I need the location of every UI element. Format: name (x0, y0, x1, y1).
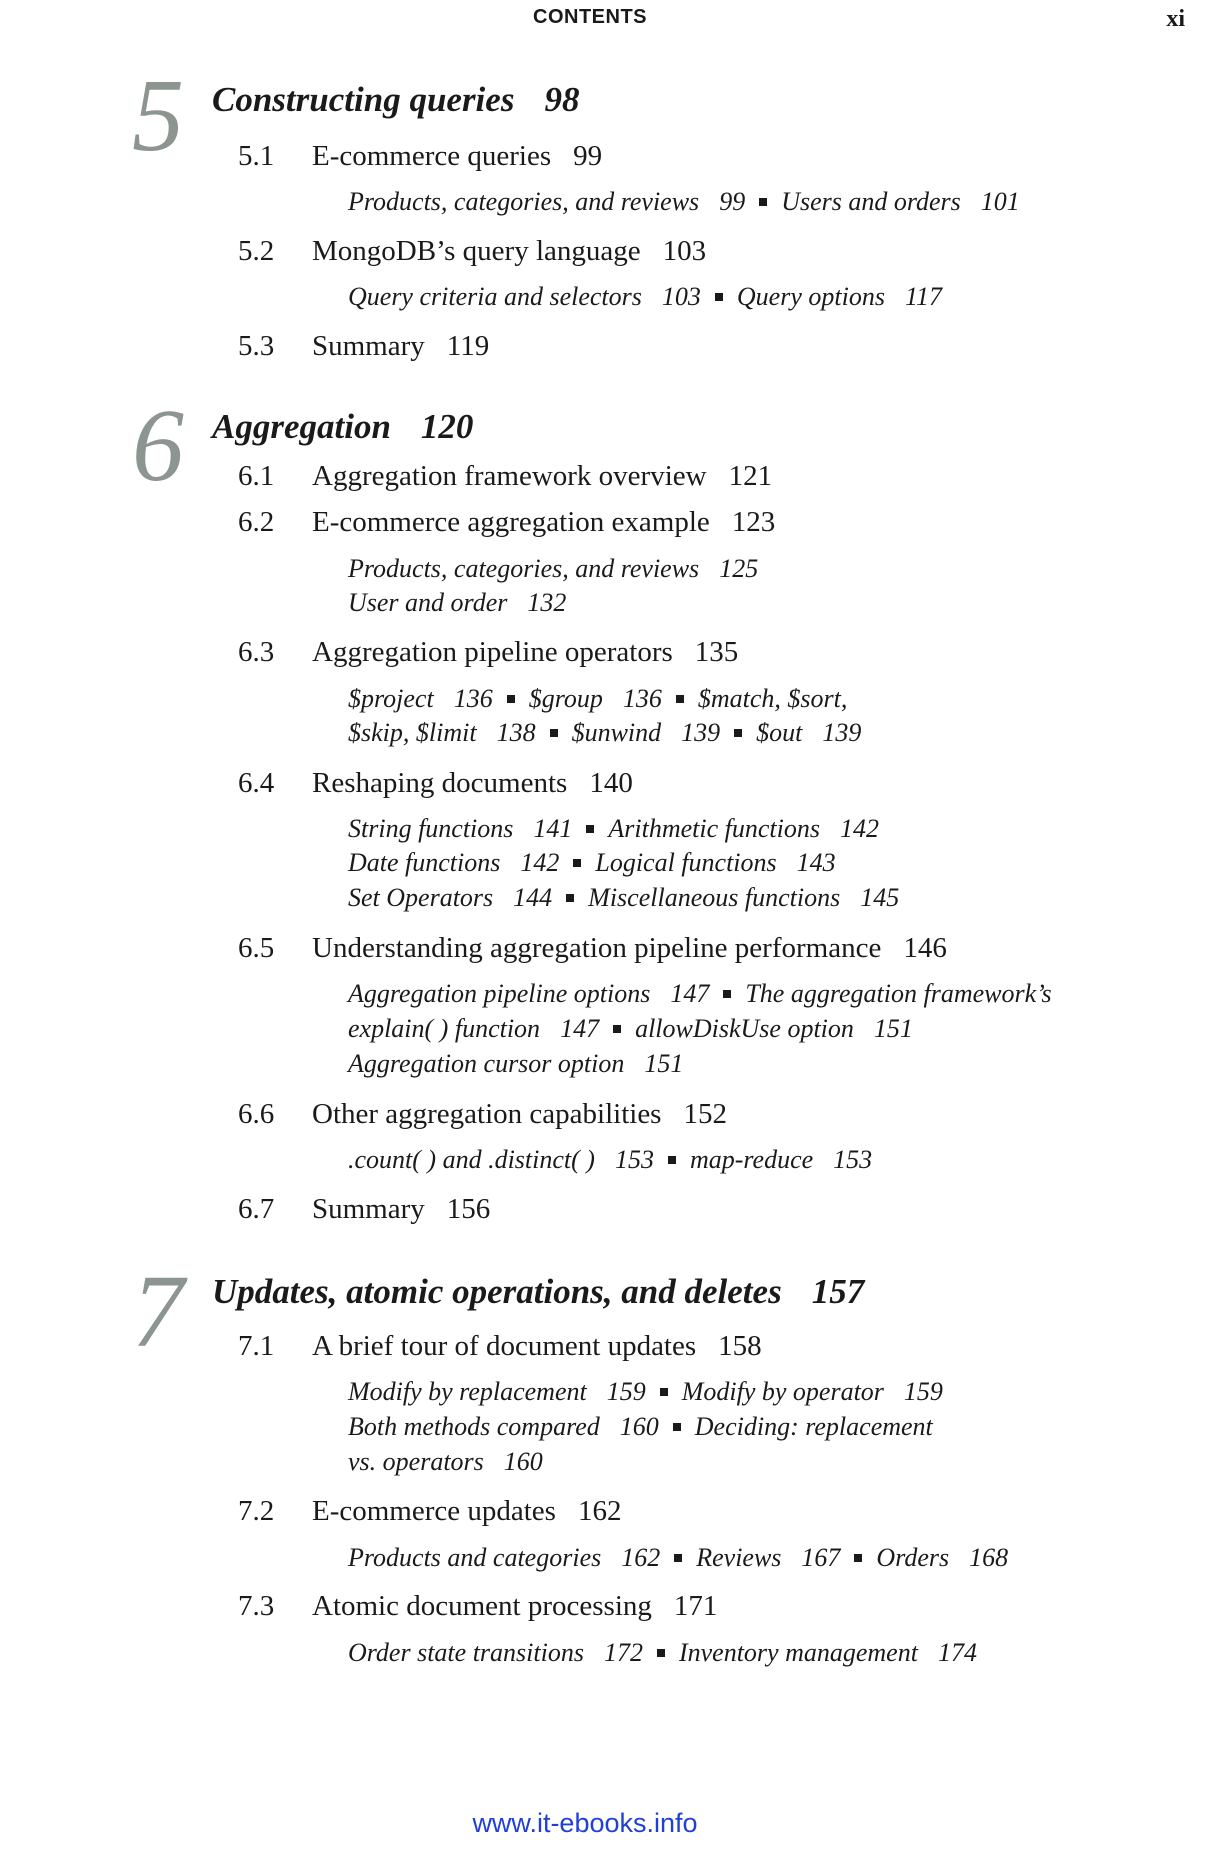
subsection-title: Inventory management (678, 1638, 918, 1667)
subsection-title: $unwind (571, 718, 662, 747)
subsection-title: Arithmetic functions (608, 814, 820, 843)
subsection-page: 160 (503, 1447, 543, 1476)
subsection-page: 153 (614, 1145, 654, 1174)
subsection-page: 142 (520, 848, 560, 877)
subsection-title: explain( ) function (348, 1014, 541, 1043)
section-page: 152 (683, 1098, 727, 1130)
bullet-separator (676, 695, 684, 703)
section-title: Summary (312, 330, 425, 362)
section-title: Aggregation framework overview (312, 460, 707, 492)
subsection-title: .count( ) and .distinct( ) (348, 1145, 595, 1174)
footer-link[interactable]: www.it-ebooks.info (472, 1808, 698, 1838)
subsection-title: vs. operators (348, 1447, 484, 1476)
toc-subsection-line (348, 979, 1052, 1009)
toc-section (238, 460, 772, 493)
chapter-title (212, 1272, 864, 1312)
subsection-title: Modify by replacement (348, 1377, 587, 1406)
toc-subsection-line (348, 588, 566, 618)
chapter-title-text: Constructing queries (212, 80, 515, 119)
section-number: 6.6 (238, 1098, 275, 1130)
subsection-page: 151 (644, 1049, 684, 1078)
subsection-title: Order state transitions (348, 1638, 584, 1667)
toc-section (238, 330, 489, 363)
toc-section (238, 1098, 727, 1131)
subsection-title: The aggregation framework’s (745, 979, 1052, 1008)
section-title: Aggregation pipeline operators (312, 636, 673, 668)
toc-subsection-line (348, 1638, 977, 1668)
section-title: E-commerce aggregation example (312, 506, 710, 538)
subsection-title: map-reduce (689, 1145, 814, 1174)
subsection-title: Miscellaneous functions (588, 883, 841, 912)
toc-section (238, 767, 633, 800)
chapter-number: 5 (132, 58, 184, 173)
bullet-separator (613, 1025, 621, 1033)
subsection-title: Products and categories (348, 1543, 602, 1572)
toc-subsection-line (348, 554, 758, 584)
bullet-separator (674, 1554, 682, 1562)
chapter-number: 6 (132, 388, 184, 503)
subsection-page: 132 (527, 588, 567, 617)
subsection-title: Date functions (348, 848, 501, 877)
section-page: 119 (446, 330, 490, 362)
subsection-title: Products, categories, and reviews (348, 187, 700, 216)
bullet-separator (715, 293, 723, 301)
subsection-page: 172 (603, 1638, 643, 1667)
toc-section (238, 1590, 717, 1623)
section-number: 7.3 (238, 1590, 275, 1622)
chapter-page: 120 (420, 407, 474, 446)
subsection-page: 162 (621, 1543, 661, 1572)
bullet-separator (586, 825, 594, 833)
section-number: 5.3 (238, 330, 275, 362)
subsection-page: 117 (904, 282, 943, 311)
subsection-title: $group (528, 684, 603, 713)
section-title: Other aggregation capabilities (312, 1098, 662, 1130)
section-page: 140 (589, 767, 633, 799)
toc-section (238, 932, 947, 965)
bullet-separator (734, 729, 742, 737)
toc-section (238, 235, 706, 268)
subsection-title: Logical functions (595, 848, 777, 877)
section-page: 156 (446, 1193, 491, 1225)
subsection-title: Users and orders (781, 187, 961, 216)
subsection-title: $match, $sort, (697, 684, 848, 713)
toc-subsection-line (348, 1014, 913, 1044)
section-number: 6.3 (238, 636, 275, 668)
subsection-page: 136 (453, 684, 493, 713)
subsection-page: 139 (822, 718, 862, 747)
toc-subsection-line (348, 684, 847, 714)
subsection-page: 101 (980, 187, 1020, 216)
toc-subsection-line (348, 1447, 543, 1477)
toc-subsection-line (348, 187, 1020, 217)
subsection-title: User and order (348, 588, 508, 617)
section-title: Summary (312, 1193, 425, 1225)
subsection-title: Query criteria and selectors (348, 282, 642, 311)
chapter-page: 157 (811, 1272, 865, 1311)
subsection-page: 125 (719, 554, 759, 583)
section-title: A brief tour of document updates (312, 1330, 697, 1362)
subsection-page: 159 (903, 1377, 943, 1406)
subsection-page: 142 (840, 814, 879, 843)
chapter-title-text: Aggregation (212, 407, 391, 446)
bullet-separator (657, 1649, 665, 1657)
section-page: 123 (731, 506, 776, 538)
section-number: 6.4 (238, 767, 275, 799)
chapter-title (212, 407, 473, 447)
section-title: E-commerce updates (312, 1495, 556, 1527)
section-number: 7.1 (238, 1330, 275, 1362)
subsection-page: 144 (513, 883, 553, 912)
bullet-separator (550, 729, 558, 737)
subsection-page: 136 (622, 684, 662, 713)
subsection-title: Products, categories, and reviews (348, 554, 700, 583)
bullet-separator (759, 198, 767, 206)
toc-subsection-line (348, 1543, 1008, 1573)
toc-subsection-line (348, 1145, 872, 1175)
subsection-page: 139 (681, 718, 721, 747)
section-title: MongoDB’s query language (312, 235, 641, 267)
bullet-separator (507, 695, 515, 703)
toc-subsection-line (348, 1049, 683, 1079)
section-page: 158 (718, 1330, 762, 1362)
section-number: 5.2 (238, 235, 275, 267)
bullet-separator (660, 1388, 668, 1396)
bullet-separator (566, 894, 574, 902)
subsection-title: Deciding: replacement (694, 1412, 933, 1441)
subsection-page: 138 (496, 718, 536, 747)
section-title: Atomic document processing (312, 1590, 652, 1622)
subsection-page: 167 (801, 1543, 841, 1572)
toc-section (238, 1330, 762, 1363)
section-number: 5.1 (238, 140, 275, 172)
page-number: xi (1166, 6, 1185, 32)
toc-section (238, 1495, 621, 1528)
subsection-title: Set Operators (348, 883, 494, 912)
section-number: 6.5 (238, 932, 275, 964)
toc-subsection-line (348, 883, 899, 913)
chapter-page: 98 (544, 80, 580, 119)
section-title: Understanding aggregation pipeline performance (312, 932, 882, 964)
section-number: 7.2 (238, 1495, 275, 1527)
chapter-title-text: Updates, atomic operations, and deletes (212, 1272, 782, 1311)
toc-subsection-line (348, 718, 861, 748)
section-page: 121 (728, 460, 773, 492)
subsection-title: $project (348, 684, 434, 713)
subsection-page: 168 (969, 1543, 1009, 1572)
subsection-title: $skip, $limit (348, 718, 477, 747)
section-page: 162 (577, 1495, 622, 1527)
section-number: 6.7 (238, 1193, 275, 1225)
toc-section (238, 1193, 490, 1226)
subsection-title: Orders (876, 1543, 950, 1572)
toc-section (238, 636, 738, 669)
subsection-page: 147 (670, 979, 710, 1008)
bullet-separator (723, 990, 731, 998)
subsection-title: Aggregation cursor option (348, 1049, 625, 1078)
subsection-page: 99 (719, 187, 746, 216)
subsection-title: Query options (736, 282, 885, 311)
bullet-separator (854, 1554, 862, 1562)
subsection-page: 145 (860, 883, 900, 912)
subsection-title: $out (756, 718, 803, 747)
subsection-page: 147 (560, 1014, 600, 1043)
chapter-title (212, 80, 579, 120)
subsection-page: 159 (606, 1377, 646, 1406)
subsection-page: 143 (796, 848, 836, 877)
subsection-title: allowDiskUse option (635, 1014, 854, 1043)
toc-subsection-line (348, 1377, 943, 1407)
section-title: E-commerce queries (312, 140, 552, 172)
running-header-title: CONTENTS (533, 6, 647, 28)
subsection-title: Aggregation pipeline options (348, 979, 651, 1008)
section-title: Reshaping documents (312, 767, 568, 799)
toc-subsection-line (348, 814, 879, 844)
subsection-page: 160 (619, 1412, 659, 1441)
subsection-page: 153 (833, 1145, 873, 1174)
subsection-page: 151 (873, 1014, 913, 1043)
toc-section (238, 140, 602, 173)
subsection-page: 141 (533, 814, 573, 843)
subsection-page: 103 (661, 282, 701, 311)
section-page: 103 (662, 235, 707, 267)
chapter-number: 7 (132, 1254, 184, 1369)
subsection-title: Reviews (696, 1543, 782, 1572)
section-number: 6.1 (238, 460, 275, 492)
subsection-title: String functions (348, 814, 514, 843)
bullet-separator (668, 1156, 676, 1164)
bullet-separator (673, 1423, 681, 1431)
section-page: 171 (673, 1590, 718, 1622)
section-page: 146 (903, 932, 947, 964)
toc-subsection-line (348, 848, 836, 878)
toc-section (238, 506, 775, 539)
bullet-separator (573, 859, 581, 867)
subsection-title: Both methods compared (348, 1412, 600, 1441)
subsection-page: 174 (937, 1638, 977, 1667)
section-number: 6.2 (238, 506, 275, 538)
section-page: 135 (694, 636, 739, 668)
toc-subsection-line (348, 282, 942, 312)
toc-subsection-line (348, 1412, 933, 1442)
section-page: 99 (573, 140, 603, 172)
subsection-title: Modify by operator (681, 1377, 884, 1406)
